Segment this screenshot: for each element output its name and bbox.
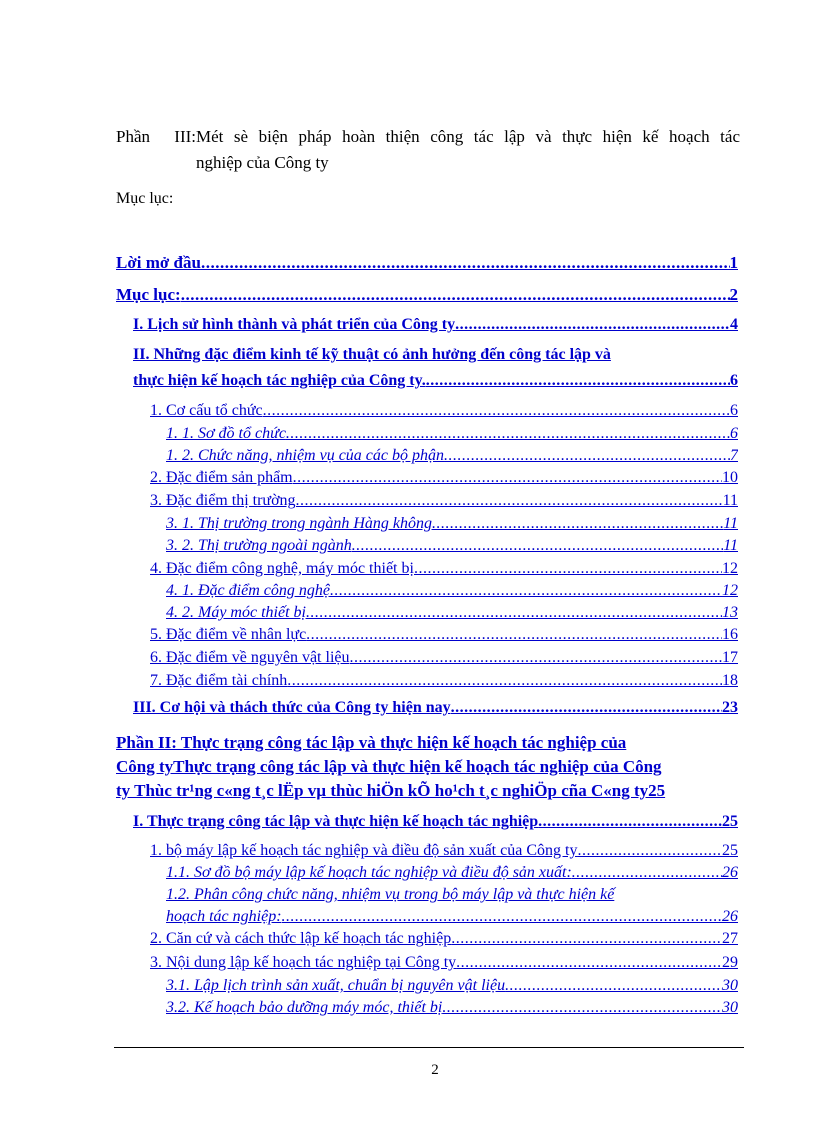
toc-leader — [352, 537, 723, 555]
toc-entry-s1-1[interactable] — [166, 425, 738, 445]
toc-page: 18 — [722, 672, 738, 689]
toc-title: 3.2. Kế hoạch bảo dưỡng máy móc, thiết bị — [166, 999, 443, 1016]
toc-title: 3. Đặc điểm thị trường — [150, 492, 296, 509]
toc-page: 30 — [722, 977, 738, 994]
toc-page: 29 — [722, 954, 738, 971]
toc-page: 17 — [722, 649, 738, 666]
toc-entry-part2-line1[interactable]: Phần II: Thực trạng công tác lập và thực hiện kế hoạch tác nghiệp của — [116, 733, 627, 752]
toc-title: I. Thực trạng công tác lập và thực hiện kế hoạch tác nghiệp — [133, 813, 539, 830]
toc-entry-q2[interactable] — [150, 930, 738, 950]
toc-leader — [181, 285, 730, 305]
toc-leader — [306, 626, 722, 644]
toc-entry-part1-i[interactable] — [133, 316, 738, 338]
toc-entry-s2[interactable] — [150, 469, 738, 489]
toc-leader — [286, 425, 730, 443]
toc-entry-part2-line2[interactable]: Công tyThực trạng công tác lập và thực hiện kế hoạch tác nghiệp của Công — [116, 757, 662, 776]
toc-title: 5. Đặc điểm về nhân lực — [150, 626, 307, 643]
toc-leader — [538, 813, 722, 831]
heading-line-1 — [116, 124, 740, 150]
toc-page: 2 — [729, 285, 738, 304]
toc-page: 6 — [730, 425, 738, 442]
toc-title: 1. bộ máy lập kế hoạch tác nghiệp và điều độ sản xuất của Công ty — [150, 842, 578, 859]
toc-entry-part1-ii[interactable] — [133, 372, 738, 394]
muc-luc-label: Mục lục: — [116, 190, 174, 207]
toc-title: 1.1. Sơ đồ bộ máy lập kế hoạch tác nghiệp và điều độ sản xuất: — [166, 864, 572, 881]
toc-page: 11 — [723, 537, 738, 554]
toc-title: 3.1. Lập lịch trình sản xuất, chuẩn bị nguyên vật liệu — [166, 977, 506, 994]
toc-entry-s4-1[interactable] — [166, 582, 738, 602]
toc-page: 16 — [722, 626, 738, 643]
toc-page: 25 — [722, 842, 738, 859]
toc-leader — [505, 977, 722, 995]
toc-title: 7. Đặc điểm tài chính — [150, 672, 288, 689]
toc-leader — [293, 469, 722, 487]
toc-title: I. Lịch sử hình thành và phát triển của Công ty — [133, 316, 456, 333]
toc-title: III. Cơ hội và thách thức của Công ty hiện nay — [133, 699, 451, 716]
toc-entry-q1-2-line1[interactable]: 1.2. Phân công chức năng, nhiệm vụ trong bộ máy lập và thực hiện kế — [166, 886, 615, 903]
toc-entry-s1-2[interactable] — [166, 447, 738, 467]
toc-page: 30 — [722, 999, 738, 1016]
toc-leader — [451, 699, 722, 717]
toc-entry-s3[interactable] — [150, 492, 738, 512]
toc-entry-s3-2[interactable] — [166, 537, 738, 557]
toc-entry-part2-line3[interactable]: ty Thùc tr¹ng c«ng t¸c lËp vµ thùc hiÖn kÕ ho¹ch t¸c nghiÖp cña C«ng ty25 — [116, 781, 666, 800]
toc-entry-s7[interactable] — [150, 672, 738, 692]
toc-leader — [287, 672, 722, 690]
toc-title: 4. 1. Đặc điểm công nghệ — [166, 582, 330, 599]
toc-entry-part1-ii-line1[interactable]: II. Những đặc điểm kinh tế kỹ thuật có ảnh hưởng đến công tác lập và — [133, 346, 611, 363]
toc-page: 6 — [730, 372, 738, 389]
toc-entry-s1[interactable] — [150, 402, 738, 422]
toc-leader — [455, 316, 730, 334]
toc-leader — [432, 515, 723, 533]
section-heading — [116, 124, 740, 176]
toc-entry-part2-i[interactable] — [133, 813, 738, 835]
toc-page: 7 — [730, 447, 738, 464]
toc-page: 10 — [722, 469, 738, 486]
toc-leader — [451, 930, 722, 948]
toc-title: hoạch tác nghiệp: — [166, 908, 282, 925]
toc-title: 4. Đặc điểm công nghệ, máy móc thiết bị — [150, 560, 414, 577]
toc-leader — [456, 954, 722, 972]
toc-title: 3. 1. Thị trường trong ngành Hàng không — [166, 515, 433, 532]
toc-leader — [330, 582, 722, 600]
toc-title: 3. Nội dung lập kế hoạch tác nghiệp tại Công ty — [150, 954, 457, 971]
toc-entry-s6[interactable] — [150, 649, 738, 669]
toc-title: 1. 1. Sơ đồ tổ chức — [166, 425, 286, 442]
toc-entry-q1-2[interactable] — [166, 908, 738, 928]
toc-title: 2. Đặc điểm sản phẩm — [150, 469, 293, 486]
toc-title: 4. 2. Máy móc thiết bị — [166, 604, 306, 621]
toc-entry-muc-luc[interactable] — [116, 285, 738, 307]
toc-leader — [296, 492, 723, 510]
toc-title: Lời mở đầu — [116, 253, 201, 272]
toc-entry-s5[interactable] — [150, 626, 738, 646]
toc-entry-s4[interactable] — [150, 560, 738, 580]
toc-title: thực hiện kế hoạch tác nghiệp của Công ty. — [133, 372, 426, 389]
toc-leader — [442, 999, 722, 1017]
toc-page: 12 — [722, 560, 738, 577]
toc-leader — [572, 864, 722, 882]
toc-entry-q3-1[interactable] — [166, 977, 738, 997]
heading-line-2: nghiệp của Công ty — [196, 153, 329, 172]
toc-page: 27 — [722, 930, 738, 947]
toc-entry-loi-mo-dau[interactable] — [116, 253, 738, 275]
toc-page: 12 — [722, 582, 738, 599]
toc-page: 4 — [730, 316, 738, 333]
heading-label: Phần III: — [116, 127, 196, 146]
toc-leader — [306, 604, 722, 622]
toc-entry-q3-2[interactable] — [166, 999, 738, 1019]
toc-leader — [577, 842, 722, 860]
toc-title: 1. 2. Chức năng, nhiệm vụ của các bộ phận — [166, 447, 445, 464]
toc-title: 3. 2. Thị trường ngoài ngành — [166, 537, 352, 554]
toc-leader — [444, 447, 730, 465]
toc-title: 2. Căn cứ và cách thức lập kế hoạch tác nghiệp — [150, 930, 452, 947]
footer-divider — [114, 1047, 744, 1048]
toc-page: 1 — [729, 253, 738, 272]
toc-page: 26 — [722, 908, 738, 925]
toc-leader — [282, 908, 722, 926]
page-number: 2 — [431, 1062, 439, 1078]
toc-page: 23 — [722, 699, 738, 716]
toc-entry-q3[interactable] — [150, 954, 738, 974]
toc-leader — [426, 372, 730, 390]
toc-entry-q1-1[interactable] — [166, 864, 738, 884]
toc-entry-q1[interactable] — [150, 842, 738, 862]
toc-leader — [414, 560, 722, 578]
toc-entry-s3-1[interactable] — [166, 515, 738, 535]
toc-page: 11 — [723, 515, 738, 532]
toc-page: 6 — [730, 402, 738, 419]
toc-page: 11 — [722, 492, 738, 509]
toc-page: 26 — [722, 864, 738, 881]
toc-leader — [201, 253, 730, 273]
toc-title: Mục lục: — [116, 285, 181, 304]
toc-entry-s4-2[interactable] — [166, 604, 738, 624]
heading-text-1: Mét sè biện pháp hoàn thiện công tác lập và thực hiện kế hoạch tác — [196, 127, 740, 146]
toc-leader — [350, 649, 723, 667]
toc-entry-part1-iii[interactable] — [133, 699, 738, 721]
toc-leader — [263, 402, 730, 420]
toc-title: 1. Cơ cấu tổ chức — [150, 402, 263, 419]
toc-page: 13 — [722, 604, 738, 621]
toc-page: 25 — [722, 813, 738, 830]
toc-title: 6. Đặc điểm về nguyên vật liệu — [150, 649, 350, 666]
